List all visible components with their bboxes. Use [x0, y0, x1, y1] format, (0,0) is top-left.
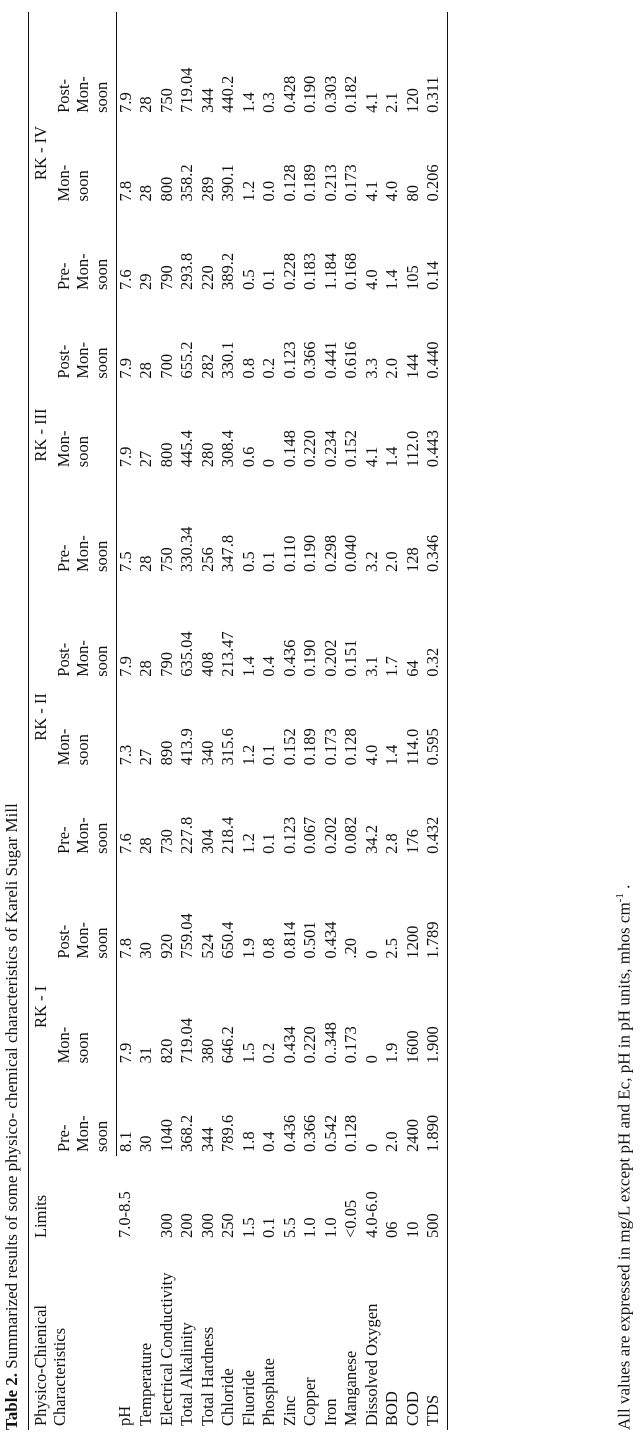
row-value: 789.6 — [218, 1114, 238, 1152]
row-value: 700 — [156, 353, 176, 379]
row-value: 0.434 — [320, 921, 340, 959]
row-value: 368.2 — [177, 1114, 197, 1152]
row-value: 0.067 — [300, 816, 320, 854]
row-characteristic: Copper — [300, 1377, 320, 1426]
row-value: 0.206 — [424, 117, 447, 206]
row-value: 0.6 — [238, 446, 258, 468]
row-value: 0.436 — [279, 639, 299, 677]
row-value: 445.4 — [177, 430, 197, 468]
header-season-2-1: Pre- Mon- soon — [51, 769, 116, 858]
row-characteristic: Zinc — [279, 1395, 299, 1426]
row-value: 4.1 — [361, 92, 381, 113]
row-value: 112.0 — [402, 430, 422, 468]
header-season-4-3: Post- Mon- soon — [51, 12, 116, 117]
row-value: 0.128 — [341, 728, 361, 766]
row-value: 4.0 — [361, 269, 381, 291]
row-value: 30 — [136, 942, 156, 959]
row-value: 389.2 — [218, 252, 238, 291]
header-season-4-2: Mon- soon — [51, 117, 116, 206]
row-limit: 300 — [197, 1213, 217, 1238]
row-value: 0.32 — [424, 576, 447, 681]
header-season-3-1: Pre- Mon- soon — [51, 471, 116, 576]
row-value: 34.2 — [361, 825, 381, 854]
row-value: 0.542 — [320, 1114, 340, 1152]
row-value: 1.8 — [238, 1131, 258, 1152]
row-value: 289 — [197, 176, 217, 202]
row-characteristic: Chloride — [218, 1368, 238, 1426]
table-row — [178, 12, 199, 1430]
row-limit: 10 — [402, 1221, 422, 1238]
row-limit: 300 — [156, 1213, 176, 1238]
row-value: 750 — [156, 547, 176, 572]
row-value: 340 — [197, 740, 217, 766]
row-value: 0.346 — [424, 471, 447, 576]
header-characteristics: Physico-Chienical Characteristics — [29, 1242, 117, 1430]
header-season-2-2: Mon- soon — [51, 681, 116, 770]
row-value: 635.04 — [177, 631, 197, 677]
row-value: 28 — [136, 362, 156, 379]
row-value: 0.4 — [259, 656, 279, 677]
row-limit: 1.0 — [300, 1217, 320, 1238]
row-value: 28 — [136, 184, 156, 202]
row-characteristic: Electrical Conductivity — [156, 1272, 176, 1426]
row-value: 4.0 — [382, 180, 402, 202]
row-characteristic: BOD — [382, 1391, 402, 1426]
table-footnote — [614, 885, 635, 1430]
footnote-sup: -1 — [614, 893, 626, 903]
row-value: 7.9 — [115, 656, 135, 677]
row-value: 0.298 — [320, 534, 340, 572]
row-value: 655.2 — [177, 341, 197, 379]
row-value: 750 — [156, 88, 176, 113]
row-value: 2.5 — [382, 938, 402, 959]
row-value: 105 — [402, 265, 422, 291]
row-value: 0.082 — [341, 816, 361, 854]
row-value: 0.5 — [238, 269, 258, 291]
header-group-rk2: RK - II — [29, 576, 51, 858]
row-value: 0.190 — [300, 639, 320, 677]
row-value: 0.152 — [279, 728, 299, 766]
row-value: 330.34 — [177, 526, 197, 572]
row-value: 0.213 — [320, 164, 340, 202]
row-value: 800 — [156, 176, 176, 202]
row-value: 8.1 — [115, 1131, 135, 1152]
row-value: 719.04 — [177, 67, 197, 113]
row-value: 114.0 — [402, 728, 422, 766]
row-limit: 7.0-8.5 — [115, 1191, 135, 1238]
row-value: 1.4 — [382, 269, 402, 291]
row-value: 0.234 — [320, 430, 340, 468]
row-value: 293.8 — [177, 252, 197, 291]
caption-label: Table 2. — [2, 1372, 21, 1430]
row-value: 128 — [402, 547, 422, 572]
row-value: 730 — [156, 829, 176, 854]
row-value: 0.311 — [424, 12, 447, 117]
row-value: 227.8 — [177, 816, 197, 854]
row-value: 218.4 — [218, 816, 238, 854]
footnote-tail: . — [614, 884, 634, 894]
row-value: 28 — [136, 660, 156, 677]
row-value: 0.190 — [300, 534, 320, 572]
row-value: 31 — [136, 1046, 156, 1064]
row-value: 2.0 — [382, 551, 402, 572]
row-limit: 500 — [424, 1156, 447, 1242]
row-value: 0.616 — [341, 341, 361, 379]
row-value: 3.3 — [361, 358, 381, 379]
row-value: 0.366 — [300, 1114, 320, 1152]
row-limit: 4.0-6.0 — [361, 1191, 381, 1238]
row-value: 0.148 — [279, 430, 299, 468]
header-season-1-1: Pre- Mon- soon — [51, 1067, 116, 1156]
row-value: 0.595 — [424, 681, 447, 770]
table-row — [301, 12, 322, 1430]
row-value: 413.9 — [177, 728, 197, 766]
row-limit: 250 — [218, 1213, 238, 1238]
row-value: 1.900 — [424, 963, 447, 1068]
row-characteristic: Manganese — [341, 1350, 361, 1426]
row-value: 380 — [197, 1038, 217, 1064]
row-value: 0.1 — [259, 744, 279, 766]
row-value: 719.04 — [177, 1018, 197, 1064]
row-value: 1.890 — [424, 1067, 447, 1156]
row-limit: 1.0 — [320, 1217, 340, 1238]
row-value: 0.173 — [341, 1026, 361, 1064]
table-row — [424, 12, 447, 1430]
row-limit: 5.5 — [279, 1217, 299, 1238]
row-limit: 0.1 — [259, 1217, 279, 1238]
row-value: 4.1 — [361, 180, 381, 202]
row-value: 80 — [402, 184, 422, 202]
row-value: 220 — [197, 265, 217, 291]
row-value: 29 — [136, 273, 156, 291]
table-row — [199, 12, 220, 1430]
table-row — [281, 12, 302, 1430]
row-value: 7.8 — [115, 938, 135, 959]
row-limit: 200 — [177, 1213, 197, 1238]
row-value: 0..348 — [320, 1022, 340, 1064]
row-value: 315.6 — [218, 728, 238, 766]
row-value: 0.3 — [259, 92, 279, 113]
footnote-text: All values are expressed in mg/L except pH and Ec, pH in pH units, mhos cm — [614, 902, 634, 1430]
row-value: 330.1 — [218, 341, 238, 379]
table-row — [363, 12, 384, 1430]
row-value: 0.436 — [279, 1114, 299, 1152]
row-value: 759.04 — [177, 913, 197, 959]
table-row — [404, 12, 425, 1430]
row-value: 1040 — [156, 1119, 176, 1152]
row-value: 7.9 — [115, 1042, 135, 1064]
row-value: 256 — [197, 547, 217, 572]
row-value: 1.789 — [424, 858, 447, 963]
row-characteristic: COD — [402, 1391, 422, 1426]
row-value: 1.4 — [238, 656, 258, 677]
row-value: 0 — [259, 458, 279, 468]
row-value: 0.189 — [300, 728, 320, 766]
row-value: 820 — [156, 1038, 176, 1064]
caption-text: Summarized results of some physico- chemical characteristics of Kareli Sugar Mill — [2, 803, 21, 1373]
table-row — [260, 12, 281, 1430]
row-value: 308.4 — [218, 430, 238, 468]
row-value: 0.202 — [320, 639, 340, 677]
row-value: 440.2 — [218, 75, 238, 113]
row-value: 0.441 — [320, 341, 340, 379]
row-limit: 06 — [382, 1221, 402, 1238]
row-value: 1.7 — [382, 656, 402, 677]
row-value: 0.173 — [320, 728, 340, 766]
row-value: 1.4 — [238, 92, 258, 113]
row-value: 0.152 — [341, 430, 361, 468]
row-value: 144 — [402, 353, 422, 379]
results-table — [28, 12, 448, 1430]
table-row — [116, 12, 137, 1430]
row-value: 3.2 — [361, 551, 381, 572]
row-value: 28 — [136, 837, 156, 854]
header-limits: Limits — [29, 1156, 117, 1242]
row-characteristic: Iron — [320, 1398, 340, 1426]
row-characteristic: Total Alkalinity — [177, 1322, 197, 1426]
row-value: 176 — [402, 829, 422, 854]
row-value: 0.2 — [259, 358, 279, 379]
row-value: 30 — [136, 1135, 156, 1152]
row-value: 0.4 — [259, 1131, 279, 1152]
row-value: 390.1 — [218, 164, 238, 202]
row-value: 0 — [361, 950, 381, 959]
row-limit — [137, 1156, 158, 1242]
row-value: 0.128 — [341, 1114, 361, 1152]
row-value: 0.183 — [300, 252, 320, 291]
row-value: 1.2 — [238, 833, 258, 854]
row-value: 0.428 — [279, 75, 299, 113]
row-value: 282 — [197, 353, 217, 379]
row-value: 0.040 — [341, 534, 361, 572]
row-characteristic: Temperature — [136, 1342, 156, 1426]
row-value: 28 — [136, 96, 156, 113]
header-season-1-2: Mon- soon — [51, 963, 116, 1068]
row-value: 344 — [197, 88, 217, 113]
header-group-rk1: RK - I — [29, 858, 51, 1156]
row-value: 1600 — [402, 1030, 422, 1064]
row-value: 347.8 — [218, 534, 238, 572]
row-value: 2.1 — [382, 92, 402, 113]
row-value: 1.184 — [320, 252, 340, 291]
row-value: 1.4 — [382, 744, 402, 766]
row-value: 0.123 — [279, 816, 299, 854]
row-value: 0.443 — [424, 383, 447, 472]
row-value: 120 — [402, 88, 422, 113]
row-value: 28 — [136, 555, 156, 572]
row-value: 920 — [156, 933, 176, 959]
header-group-rk3: RK - III — [29, 294, 51, 576]
row-value: .20 — [341, 938, 361, 959]
row-value: 344 — [197, 1127, 217, 1152]
header-season-3-3: Post- Mon- soon — [51, 294, 116, 383]
row-value: 0.168 — [341, 252, 361, 291]
table-row — [322, 12, 343, 1430]
table-row — [240, 12, 261, 1430]
row-value: 0.110 — [279, 535, 299, 572]
row-value: 7.3 — [115, 744, 135, 766]
row-value: 0.1 — [259, 269, 279, 291]
row-value: 0.1 — [259, 833, 279, 854]
row-value: 790 — [156, 651, 176, 677]
row-value: 4.1 — [361, 446, 381, 468]
row-value: 0.814 — [279, 921, 299, 959]
row-value: 0.123 — [279, 341, 299, 379]
row-value: 1.2 — [238, 744, 258, 766]
row-value: 7.9 — [115, 92, 135, 113]
row-value: 0.1 — [259, 551, 279, 572]
row-value: 27 — [136, 748, 156, 766]
row-value: 0 — [361, 1143, 381, 1152]
row-value: 0.173 — [341, 164, 361, 202]
table-row — [342, 12, 363, 1430]
row-value: 2.0 — [382, 358, 402, 379]
table-row — [383, 12, 404, 1430]
row-value: 1.9 — [382, 1042, 402, 1064]
row-value: 304 — [197, 829, 217, 854]
row-value: 2.8 — [382, 833, 402, 854]
row-value: 358.2 — [177, 164, 197, 202]
row-value: 0.432 — [424, 769, 447, 858]
row-value: 2.0 — [382, 1131, 402, 1152]
row-value: 0.2 — [259, 1042, 279, 1064]
row-value: 524 — [197, 933, 217, 959]
row-value: 790 — [156, 265, 176, 291]
row-value: 0.189 — [300, 164, 320, 202]
row-characteristic: Fluoride — [238, 1370, 258, 1426]
row-value: 2400 — [402, 1119, 422, 1152]
row-value: 0.14 — [424, 205, 447, 294]
row-value: 0.0 — [259, 180, 279, 202]
row-value: 0.182 — [341, 75, 361, 113]
row-value: 0.8 — [259, 938, 279, 959]
row-value: 213.47 — [218, 631, 238, 677]
row-value: 4.0 — [361, 744, 381, 766]
table-row — [137, 12, 158, 1430]
row-value: 64 — [402, 660, 422, 677]
row-value: 3.1 — [361, 656, 381, 677]
row-limit: <0.05 — [341, 1199, 361, 1238]
row-value: 0.220 — [300, 1026, 320, 1064]
row-value: 408 — [197, 651, 217, 677]
row-value: 7.5 — [115, 551, 135, 572]
row-value: 800 — [156, 442, 176, 468]
row-value: 650.4 — [218, 921, 238, 959]
header-group-rk4: RK - IV — [29, 12, 51, 294]
row-value: 7.6 — [115, 269, 135, 291]
row-limit: 1.5 — [238, 1217, 258, 1238]
row-value: 0.151 — [341, 639, 361, 677]
row-value: 890 — [156, 740, 176, 766]
row-value: 0.220 — [300, 430, 320, 468]
row-value: 0.8 — [238, 358, 258, 379]
row-value: 280 — [197, 442, 217, 468]
row-value: 27 — [136, 450, 156, 468]
row-characteristic: pH — [115, 1405, 135, 1426]
row-characteristic: Dissolved Oxygen — [361, 1303, 381, 1426]
row-value: 0.202 — [320, 816, 340, 854]
row-value: 1.4 — [382, 446, 402, 468]
header-season-4-1: Pre- Mon- soon — [51, 205, 116, 294]
row-value: 0 — [361, 1055, 381, 1064]
row-value: 0.434 — [279, 1026, 299, 1064]
header-season-3-2: Mon- soon — [51, 383, 116, 472]
row-value: 1.5 — [238, 1042, 258, 1064]
table-row — [158, 12, 179, 1430]
row-value: 0.366 — [300, 341, 320, 379]
row-value: 1.9 — [238, 938, 258, 959]
row-characteristic: TDS — [424, 1242, 447, 1430]
row-characteristic: Total Hardness — [197, 1326, 217, 1426]
header-season-1-3: Post- Mon- soon — [51, 858, 116, 963]
row-value: 0.501 — [300, 921, 320, 959]
row-value: 7.9 — [115, 358, 135, 379]
row-value: 0.128 — [279, 164, 299, 202]
row-value: 7.9 — [115, 446, 135, 468]
row-value: 7.8 — [115, 180, 135, 202]
table-body — [116, 12, 447, 1430]
row-value: 0.440 — [424, 294, 447, 383]
header-season-2-3: Post- Mon- soon — [51, 576, 116, 681]
row-value: 0.228 — [279, 252, 299, 291]
row-value: 0.5 — [238, 551, 258, 572]
table-row — [219, 12, 240, 1430]
row-value: 1200 — [402, 925, 422, 959]
row-value: 0.303 — [320, 75, 340, 113]
row-value: 0.190 — [300, 75, 320, 113]
row-value: 646.2 — [218, 1026, 238, 1064]
row-value: 1.2 — [238, 180, 258, 202]
row-value: 7.6 — [115, 833, 135, 854]
row-characteristic: Phosphate — [259, 1358, 279, 1426]
table-caption — [2, 803, 22, 1430]
header-row-groups — [29, 12, 51, 1430]
